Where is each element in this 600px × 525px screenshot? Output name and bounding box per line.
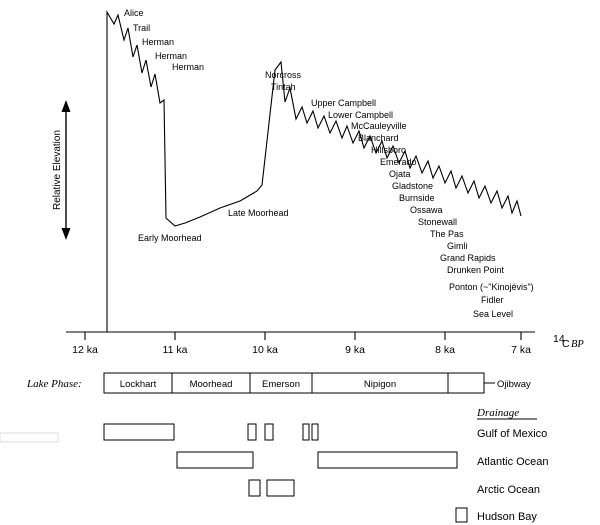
drainage-bar: [267, 480, 294, 496]
strandline-label: Sea Level: [473, 309, 514, 319]
strandline-label: Early Moorhead: [138, 233, 202, 243]
strandline-label: McCauleyville: [351, 121, 407, 131]
strandline-label: Trail: [133, 23, 151, 33]
drainage-bar: [318, 452, 457, 468]
drainage-bar: [265, 424, 273, 440]
lake-phase-label: Emerson: [261, 379, 301, 390]
x-tick-label: 7 ka: [511, 344, 531, 356]
drainage-row-label: Atlantic Ocean: [477, 456, 549, 468]
strandline-label: Norcross: [265, 70, 302, 80]
drainage-row-label: Hudson Bay: [477, 511, 537, 523]
strandline-label: Burnside: [399, 193, 435, 203]
drainage-row: [249, 480, 540, 496]
strandline-label: Herman: [155, 51, 188, 61]
x-axis-unit-superscript: 14: [553, 333, 565, 345]
strandline-label: Tintah: [271, 82, 296, 92]
drainage-bar: [249, 480, 260, 496]
x-axis-unit-c: C: [562, 338, 570, 350]
y-axis-label: [52, 130, 63, 210]
strandline-label: Upper Campbell: [311, 98, 377, 108]
drainage-bar: [177, 452, 253, 468]
strandline-label: Emerado: [380, 157, 417, 167]
strandline-label: Lower Campbell: [328, 110, 394, 120]
x-tick-label: 11 ka: [162, 344, 188, 356]
y-axis-label-text: Relative Elevation: [52, 129, 63, 211]
lake-phase-label: Lockhart: [119, 379, 157, 390]
strandline-label: Stonewall: [418, 217, 458, 227]
lake-phase-label: Moorhead: [189, 379, 233, 390]
lake-phase-title: Lake Phase:: [27, 378, 82, 390]
strandline-label: Late Moorhead: [228, 208, 289, 218]
strandline-label: The Pas: [430, 229, 464, 239]
strandline-label: Herman: [172, 62, 205, 72]
drainage-row: [456, 508, 537, 523]
strandline-labels: [124, 8, 534, 319]
x-axis: [66, 332, 535, 356]
drainage-bar: [248, 424, 256, 440]
drainage-row-label: Gulf of Mexico: [477, 428, 548, 440]
strandline-label: Ossawa: [410, 205, 443, 215]
strandline-label: Ponton (~"Kinojévis"): [449, 282, 534, 292]
x-tick-label: 8 ka: [435, 344, 455, 356]
strandline-label: Hillsboro: [371, 145, 407, 155]
drainage-bar: [312, 424, 318, 440]
strandline-label: Alice: [124, 8, 144, 18]
strandline-label: Drunken Point: [447, 265, 505, 275]
lake-phase-section: [26, 373, 531, 393]
strandline-label: Gladstone: [392, 181, 434, 191]
drainage-row: [177, 452, 549, 468]
edge-artifact: [0, 433, 58, 442]
drainage-row: [104, 424, 547, 440]
x-tick-label: 10 ka: [252, 344, 278, 356]
lake-phase-label: Ojibway: [497, 379, 531, 390]
strandline-label: Grand Rapids: [440, 253, 496, 263]
drainage-row-label: Arctic Ocean: [477, 484, 540, 496]
x-axis-unit-bp: BP: [571, 339, 584, 350]
strandline-label: Blanchard: [358, 133, 399, 143]
drainage-title: Drainage: [477, 407, 520, 419]
strandline-label: Fidler: [481, 295, 504, 305]
x-axis-unit: [553, 333, 584, 350]
drainage-section: [104, 407, 549, 523]
strandline-label: Ojata: [389, 169, 411, 179]
drainage-bar: [303, 424, 309, 440]
x-tick-label: 9 ka: [345, 344, 365, 356]
lake-phase-box: [448, 373, 484, 393]
drainage-bar: [104, 424, 174, 440]
strandline-label: Gimli: [447, 241, 468, 251]
lake-phase-label: Nipigon: [363, 379, 397, 390]
x-tick-label: 12 ka: [72, 344, 98, 356]
strandline-label: Herman: [142, 37, 175, 47]
drainage-bar: [456, 508, 467, 522]
